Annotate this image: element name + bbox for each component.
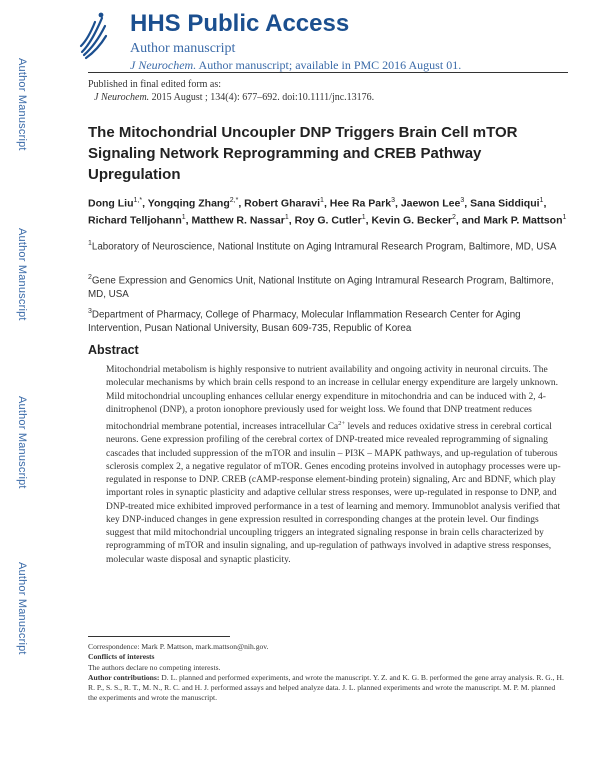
- author-name: Roy G. Cutler: [294, 214, 362, 226]
- author-affiliation-number: 1: [562, 213, 567, 221]
- footnote-divider: [88, 636, 230, 637]
- correspondence: Correspondence: Mark P. Mattson, mark.mattson@nih.gov.: [88, 642, 269, 651]
- author-affiliation-number: 1: [284, 213, 289, 221]
- sidebar-label: Author Manuscript: [16, 228, 28, 321]
- article-title: The Mitochondrial Uncoupler DNP Triggers Brain Cell mTOR Signaling Network Reprogramming and CREB Pathway Upregulation: [88, 124, 518, 183]
- author-affiliation-number: 2: [452, 213, 456, 221]
- abstract-body: [106, 364, 566, 567]
- author-affiliation-number: 1: [320, 197, 324, 204]
- sidebar-label: Author Manuscript: [16, 396, 28, 489]
- affiliation: [88, 305, 558, 335]
- citation-details: 2015 August ; 134(4): 677–692. doi:10.1111/jnc.13176.: [149, 92, 375, 103]
- abstract-text-continued: levels and reduces oxidative stress in cerebral cortical neurons. Gene expression profiling of the cerebral cortex of DNP-treated mice revealed reprogramming of signaling cascades that included suppression of the mTOR and insulin – PI3K – MAPK pathways, and up-regulation of tuberous sclerosis complex 2, a negative regulator of mTOR. Genes encoding proteins involved in autophagy processes were up-regulated in response to DNP. CREB (cAMP-response element-binding protein) signaling, Arc and BDNF, which play important roles in synaptic plasticity and adaptive cellular stress responses, were up-regulated in response to DNP, and DNP-treated mice exhibited improved performance in a test of learning and memory. Immunoblot analysis verified that key DNP-induced changes in gene expression resulted in corresponding changes at the protein level. Our findings suggest that mild mitochondrial uncoupling triggers an integrated signaling response in brain cells characterized by reprogramming of mTOR and insulin signaling, and up-regulation of pathways involved in adaptive stress responses, molecular waste disposal and synaptic plasticity.: [106, 422, 561, 565]
- abstract-superscript: 2+: [338, 420, 346, 427]
- author-separator: ,: [142, 197, 148, 210]
- author-affiliation-number: 1,*: [133, 197, 143, 204]
- citation-journal: J Neurochem.: [94, 92, 150, 103]
- author-separator: ,: [394, 197, 401, 210]
- author-separator: ,: [323, 197, 330, 210]
- affiliation-text: Department of Pharmacy, College of Pharmacy, Molecular Inflammation Research Center for Aging Intervention, Pusan National University, Busan 609-735, Republic of Korea: [88, 309, 521, 334]
- author-name: Dong Liu: [88, 197, 134, 210]
- author-affiliation-number: 3: [460, 197, 465, 204]
- journal-name: J Neurochem.: [130, 58, 197, 72]
- affiliation-number: 1: [88, 240, 92, 247]
- author-list: [88, 194, 568, 227]
- sidebar-label: Author Manuscript: [16, 58, 28, 151]
- author-name: Yongqing Zhang: [147, 197, 230, 210]
- author-affiliation-number: 1: [181, 213, 186, 221]
- hhs-public-access-title: HHS Public Access: [130, 10, 350, 37]
- author-affiliation-number: 1: [361, 213, 366, 221]
- affiliation-number: 3: [88, 308, 92, 315]
- affiliation: [88, 271, 558, 301]
- author-affiliation-number: 2,*: [229, 197, 239, 204]
- conflicts-heading: Conflicts of interests: [88, 652, 155, 662]
- author-contributions: [88, 673, 566, 704]
- author-name: Hee Ra Park: [329, 197, 392, 210]
- author-manuscript-sidebar: [0, 0, 34, 776]
- affiliation-number: 2: [88, 274, 92, 281]
- publication-info: [88, 78, 374, 104]
- author-name: Jaewon Lee: [400, 197, 461, 210]
- contributions-text: D. L. planned and performed experiments, and wrote the manuscript. Y. Z. and K. G. B. performed the gene array analysis. R. G., H. R. P., S. S., R. T., M. N., R. C. and H. J. performed assays and helped analyze data. J. L. planned experiments and wrote the manuscript. M. P. M. planned the experiments and wrote the manuscript.: [88, 672, 564, 703]
- author-name: Richard Telljohann: [88, 214, 182, 226]
- affiliation: [88, 237, 558, 254]
- affiliation-text: Laboratory of Neuroscience, National Institute on Aging Intramural Research Program, Baltimore, MD, USA: [91, 241, 557, 253]
- author-separator: ,: [288, 214, 295, 226]
- author-separator: , and: [455, 214, 484, 226]
- availability-text: Author manuscript; available in PMC 2016 August 01.: [196, 58, 462, 72]
- author-separator: ,: [238, 197, 245, 210]
- author-name: Matthew R. Nassar: [191, 214, 285, 226]
- author-affiliation-number: 3: [391, 197, 395, 204]
- contributions-heading: Author contributions:: [88, 672, 160, 682]
- author-name: Kevin G. Becker: [371, 214, 452, 226]
- author-separator: ,: [464, 197, 471, 210]
- author-affiliation-number: 1: [539, 197, 544, 204]
- published-in-label: Published in final edited form as:: [88, 79, 222, 90]
- author-name: Robert Gharavi: [244, 197, 321, 210]
- author-separator: ,: [543, 197, 547, 210]
- affiliation-text: Gene Expression and Genomics Unit, National Institute on Aging Intramural Research Program, Baltimore, MD, USA: [88, 275, 554, 300]
- abstract-text: Mitochondrial metabolism is highly responsive to nutrient availability and ongoing activity in neuronal circuits. The molecular mechanisms by which brain cells respond to an increase in cellular energy expenditure are largely unknown. Mild mitochondrial uncoupling enhances cellular energy expenditure in mitochondria and can be induced with 2, 4-dinitrophenol (DNP), a proton ionophore previously used for weight loss. We found that DNP treatment reduces mitochondrial membrane potential, increases intracellular Ca: [106, 365, 559, 433]
- footnotes: [88, 642, 566, 704]
- author-name: Sana Siddiqui: [470, 197, 540, 210]
- conflicts-text: The authors declare no competing interests.: [88, 662, 221, 672]
- hhs-eagle-logo-icon: [78, 8, 108, 62]
- availability-info: [130, 58, 461, 73]
- author-manuscript-label: Author manuscript: [130, 41, 236, 56]
- author-separator: ,: [365, 214, 372, 226]
- author-separator: ,: [185, 214, 192, 226]
- sidebar-label: Author Manuscript: [16, 562, 28, 655]
- citation: [88, 91, 374, 104]
- header-divider: [88, 72, 568, 73]
- abstract-heading: Abstract: [88, 343, 139, 357]
- author-name: Mark P. Mattson: [483, 214, 563, 226]
